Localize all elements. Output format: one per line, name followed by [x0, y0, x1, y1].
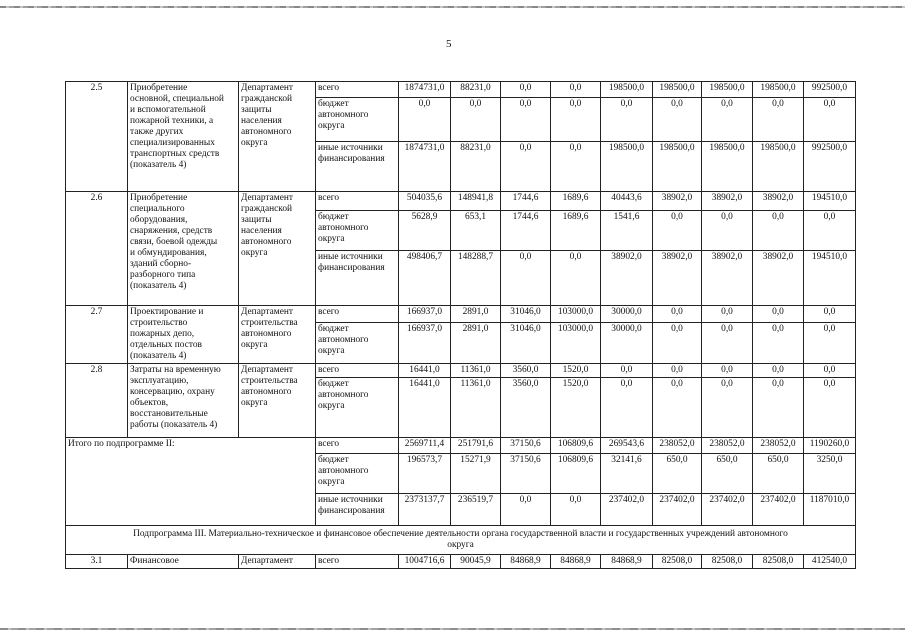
- cell-text-line: специального: [130, 204, 185, 214]
- value-cell: 0,0: [804, 323, 856, 364]
- cell-text-line: основной, специальной: [130, 94, 224, 104]
- value-cell: 40443,6: [601, 192, 653, 211]
- cell-text-line: Департамент: [241, 307, 293, 317]
- value-cell: 0,0: [753, 98, 804, 142]
- subprogram-title-line: округа: [447, 540, 474, 550]
- cell-text-line: финансирования: [318, 154, 385, 164]
- value-cell: 1520,0: [551, 378, 601, 438]
- value-cell: 198500,0: [601, 142, 653, 192]
- cell-text-line: автономного: [318, 390, 369, 400]
- value-cell: 196573,7: [399, 454, 451, 494]
- value-cell: 0,0: [501, 142, 551, 192]
- value-cell: 0,0: [551, 251, 601, 306]
- value-cell: 1689,6: [551, 211, 601, 251]
- value-cell: 0,0: [702, 378, 753, 438]
- value-cell: 0,0: [753, 323, 804, 364]
- cell-text-line: автономного: [241, 237, 292, 247]
- funding-source: [316, 98, 399, 142]
- funding-source: всего: [316, 555, 399, 569]
- cell-text-line: разборного типа: [130, 270, 196, 280]
- cell-text-line: восстановительные: [130, 409, 208, 419]
- value-cell: 0,0: [501, 494, 551, 526]
- value-cell: 38902,0: [702, 251, 753, 306]
- value-cell: 0,0: [653, 211, 702, 251]
- value-cell: 0,0: [551, 98, 601, 142]
- cell-text-line: всего: [318, 307, 340, 317]
- cell-text-line: округа: [318, 234, 345, 244]
- value-cell: 992500,0: [804, 82, 856, 98]
- value-cell: 38902,0: [753, 192, 804, 211]
- value-cell: 38902,0: [653, 251, 702, 306]
- subprogram-title-line: Подпрограмма III. Материально-техническое и финансовое обеспечение деятельности органа государственной власти и государственных учреждений автономного: [133, 529, 788, 539]
- value-cell: 412540,0: [804, 555, 856, 569]
- value-cell: 0,0: [702, 306, 753, 323]
- value-cell: 1874731,0: [399, 142, 451, 192]
- cell-text-line: округа: [241, 340, 268, 350]
- value-cell: 236519,7: [451, 494, 501, 526]
- value-cell: 0,0: [653, 378, 702, 438]
- table-row: [66, 306, 856, 323]
- cell-text-line: оборудования,: [130, 215, 188, 225]
- cell-text-line: автономного: [318, 110, 369, 120]
- cell-text-line: также других: [130, 127, 184, 137]
- value-cell: 38902,0: [753, 251, 804, 306]
- measure-name: [128, 192, 239, 306]
- responsible-executor: [239, 192, 316, 306]
- cell-text-line: финансирования: [318, 263, 385, 273]
- value-cell: 992500,0: [804, 142, 856, 192]
- value-cell: 38902,0: [653, 192, 702, 211]
- value-cell: 237402,0: [753, 494, 804, 526]
- cell-text-line: бюджет: [318, 212, 349, 222]
- value-cell: 0,0: [653, 364, 702, 378]
- funding-source: [316, 142, 399, 192]
- value-cell: 1874731,0: [399, 82, 451, 98]
- value-cell: 31046,0: [501, 306, 551, 323]
- page-number: 5: [446, 38, 452, 50]
- cell-text-line: (показатель 4): [130, 281, 187, 291]
- cell-text-line: округа: [241, 398, 268, 408]
- scan-edge-bottom: [0, 628, 905, 630]
- value-cell: 0,0: [804, 378, 856, 438]
- value-cell: 0,0: [804, 98, 856, 142]
- funding-source: [316, 323, 399, 364]
- value-cell: 1190260,0: [804, 438, 856, 454]
- subprogram-3-title: [66, 526, 856, 555]
- value-cell: 0,0: [601, 364, 653, 378]
- cell-text-line: строительства: [241, 376, 298, 386]
- row-number: 2.7: [66, 306, 128, 364]
- value-cell: 1744,6: [501, 211, 551, 251]
- value-cell: 148941,8: [451, 192, 501, 211]
- value-cell: 1689,6: [551, 192, 601, 211]
- cell-text-line: объектов,: [130, 398, 169, 408]
- funding-source: [316, 494, 399, 526]
- value-cell: 498406,7: [399, 251, 451, 306]
- cell-text-line: пожарной техники, а: [130, 116, 214, 126]
- cell-text-line: округа: [318, 121, 345, 131]
- value-cell: 16441,0: [399, 378, 451, 438]
- responsible-executor: [239, 364, 316, 438]
- table-row: [66, 192, 856, 211]
- value-cell: 38902,0: [601, 251, 653, 306]
- value-cell: 0,0: [653, 306, 702, 323]
- value-cell: 3250,0: [804, 454, 856, 494]
- funding-source: [316, 454, 399, 494]
- value-cell: 37150,6: [501, 438, 551, 454]
- value-cell: 653,1: [451, 211, 501, 251]
- value-cell: 198500,0: [653, 142, 702, 192]
- cell-text-line: специализированных: [130, 138, 215, 148]
- cell-text-line: округа: [241, 248, 268, 258]
- value-cell: 5628,9: [399, 211, 451, 251]
- cell-text-line: бюджет: [318, 379, 349, 389]
- cell-text-line: гражданской: [241, 204, 293, 214]
- cell-text-line: всего: [318, 83, 340, 93]
- cell-text-line: иные источники: [318, 495, 383, 505]
- value-cell: 148288,7: [451, 251, 501, 306]
- financing-table: [65, 81, 856, 569]
- value-cell: 1541,6: [601, 211, 653, 251]
- value-cell: 166937,0: [399, 306, 451, 323]
- cell-text-line: (показатель 4): [130, 160, 187, 170]
- value-cell: 103000,0: [551, 306, 601, 323]
- funding-source: [316, 251, 399, 306]
- value-cell: 269543,6: [601, 438, 653, 454]
- value-cell: 198500,0: [753, 82, 804, 98]
- value-cell: 0,0: [551, 142, 601, 192]
- cell-text-line: иные источники: [318, 252, 383, 262]
- funding-source: [316, 306, 399, 323]
- value-cell: 2373137,7: [399, 494, 451, 526]
- value-cell: 84868,9: [551, 555, 601, 569]
- cell-text-line: Проектирование и: [130, 307, 204, 317]
- value-cell: 1187010,0: [804, 494, 856, 526]
- value-cell: 166937,0: [399, 323, 451, 364]
- cell-text-line: и вспомогательной: [130, 105, 206, 115]
- cell-text-line: и обмундирования,: [130, 248, 207, 258]
- table-row: [66, 555, 856, 569]
- funding-source: [316, 82, 399, 98]
- subprogram-heading-row: [66, 526, 856, 555]
- value-cell: 82508,0: [653, 555, 702, 569]
- row-number: 3.1: [66, 555, 128, 569]
- value-cell: 0,0: [501, 98, 551, 142]
- value-cell: 650,0: [753, 454, 804, 494]
- total-row: [66, 438, 856, 454]
- responsible-executor: Департамент: [239, 555, 316, 569]
- value-cell: 0,0: [653, 98, 702, 142]
- cell-text-line: бюджет: [318, 455, 349, 465]
- value-cell: 0,0: [753, 306, 804, 323]
- cell-text-line: гражданской: [241, 94, 293, 104]
- value-cell: 198500,0: [753, 142, 804, 192]
- cell-text-line: зданий сборно-: [130, 259, 192, 269]
- value-cell: 0,0: [399, 98, 451, 142]
- cell-text-line: округа: [318, 477, 345, 487]
- cell-text-line: финансирования: [318, 506, 385, 516]
- value-cell: 30000,0: [601, 306, 653, 323]
- value-cell: 82508,0: [702, 555, 753, 569]
- cell-text-line: населения: [241, 226, 282, 236]
- value-cell: 1004716,6: [399, 555, 451, 569]
- value-cell: 0,0: [702, 211, 753, 251]
- subprogram-total-label: Итого по подпрограмме II:: [66, 438, 316, 526]
- value-cell: 238052,0: [702, 438, 753, 454]
- value-cell: 2569711,4: [399, 438, 451, 454]
- cell-text-line: связи, боевой одежды: [130, 237, 218, 247]
- value-cell: 103000,0: [551, 323, 601, 364]
- measure-name: [128, 364, 239, 438]
- value-cell: 90045,9: [451, 555, 501, 569]
- value-cell: 1520,0: [551, 364, 601, 378]
- funding-source: [316, 378, 399, 438]
- value-cell: 106809,6: [551, 438, 601, 454]
- value-cell: 0,0: [702, 323, 753, 364]
- cell-text-line: транспортных средств: [130, 149, 220, 159]
- cell-text-line: Приобретение: [130, 83, 188, 93]
- value-cell: 15271,9: [451, 454, 501, 494]
- measure-name: [128, 306, 239, 364]
- cell-text-line: строительство: [130, 318, 188, 328]
- value-cell: 0,0: [804, 211, 856, 251]
- value-cell: 0,0: [753, 378, 804, 438]
- cell-text-line: (показатель 4): [130, 351, 187, 361]
- value-cell: 2891,0: [451, 323, 501, 364]
- cell-text-line: консервацию, охрану: [130, 387, 215, 397]
- value-cell: 88231,0: [451, 142, 501, 192]
- value-cell: 11361,0: [451, 378, 501, 438]
- cell-text-line: пожарных депо,: [130, 329, 195, 339]
- value-cell: 194510,0: [804, 192, 856, 211]
- value-cell: 3560,0: [501, 378, 551, 438]
- value-cell: 84868,9: [601, 555, 653, 569]
- row-number: 2.5: [66, 82, 128, 192]
- value-cell: 31046,0: [501, 323, 551, 364]
- value-cell: 0,0: [551, 494, 601, 526]
- value-cell: 198500,0: [702, 82, 753, 98]
- cell-text-line: снаряжения, средств: [130, 226, 213, 236]
- value-cell: 650,0: [653, 454, 702, 494]
- funding-source: [316, 438, 399, 454]
- value-cell: 38902,0: [702, 192, 753, 211]
- row-number: 2.8: [66, 364, 128, 438]
- cell-text-line: округа: [318, 401, 345, 411]
- cell-text-line: автономного: [241, 127, 292, 137]
- value-cell: 198500,0: [702, 142, 753, 192]
- table-row: [66, 364, 856, 378]
- cell-text-line: автономного: [318, 223, 369, 233]
- cell-text-line: защиты: [241, 105, 272, 115]
- value-cell: 0,0: [702, 364, 753, 378]
- measure-name: [128, 82, 239, 192]
- value-cell: 238052,0: [653, 438, 702, 454]
- value-cell: 0,0: [501, 251, 551, 306]
- cell-text-line: округа: [241, 138, 268, 148]
- table-row: [66, 82, 856, 98]
- value-cell: 82508,0: [753, 555, 804, 569]
- value-cell: 0,0: [501, 82, 551, 98]
- value-cell: 2891,0: [451, 306, 501, 323]
- cell-text-line: округа: [318, 346, 345, 357]
- value-cell: 0,0: [601, 378, 653, 438]
- value-cell: 198500,0: [601, 82, 653, 98]
- value-cell: 0,0: [601, 98, 653, 142]
- value-cell: 237402,0: [653, 494, 702, 526]
- value-cell: 0,0: [804, 306, 856, 323]
- responsible-executor: [239, 82, 316, 192]
- value-cell: 0,0: [451, 98, 501, 142]
- cell-text-line: всего: [318, 439, 340, 449]
- cell-text-line: всего: [318, 365, 340, 375]
- value-cell: 37150,6: [501, 454, 551, 494]
- value-cell: 0,0: [753, 364, 804, 378]
- cell-text-line: автономного: [241, 329, 292, 339]
- cell-text-line: автономного: [318, 335, 369, 346]
- value-cell: 16441,0: [399, 364, 451, 378]
- value-cell: 251791,6: [451, 438, 501, 454]
- funding-source: [316, 211, 399, 251]
- cell-text-line: эксплуатацию,: [130, 376, 189, 386]
- value-cell: 11361,0: [451, 364, 501, 378]
- value-cell: 194510,0: [804, 251, 856, 306]
- value-cell: 237402,0: [702, 494, 753, 526]
- cell-text-line: всего: [318, 193, 340, 203]
- value-cell: 30000,0: [601, 323, 653, 364]
- value-cell: 237402,0: [601, 494, 653, 526]
- cell-text-line: иные источники: [318, 143, 383, 153]
- cell-text-line: защиты: [241, 215, 272, 225]
- value-cell: 238052,0: [753, 438, 804, 454]
- cell-text-line: работы (показатель 4): [130, 420, 218, 430]
- value-cell: 1744,6: [501, 192, 551, 211]
- cell-text-line: Департамент: [241, 193, 293, 203]
- value-cell: 504035,6: [399, 192, 451, 211]
- cell-text-line: отдельных постов: [130, 340, 202, 350]
- cell-text-line: строительства: [241, 318, 298, 328]
- cell-text-line: автономного: [241, 387, 292, 397]
- value-cell: 0,0: [753, 211, 804, 251]
- scan-edge-top: [0, 6, 905, 8]
- cell-text-line: населения: [241, 116, 282, 126]
- value-cell: 32141,6: [601, 454, 653, 494]
- value-cell: 84868,9: [501, 555, 551, 569]
- cell-text-line: Приобретение: [130, 193, 188, 203]
- measure-name: Финансовое: [128, 555, 239, 569]
- cell-text-line: Департамент: [241, 83, 293, 93]
- value-cell: 198500,0: [653, 82, 702, 98]
- value-cell: 650,0: [702, 454, 753, 494]
- cell-text-line: автономного: [318, 466, 369, 476]
- funding-source: [316, 192, 399, 211]
- value-cell: 0,0: [702, 98, 753, 142]
- value-cell: 0,0: [653, 323, 702, 364]
- value-cell: 106809,6: [551, 454, 601, 494]
- value-cell: 3560,0: [501, 364, 551, 378]
- row-number: 2.6: [66, 192, 128, 306]
- value-cell: 0,0: [804, 364, 856, 378]
- responsible-executor: [239, 306, 316, 364]
- cell-text-line: бюджет: [318, 324, 349, 335]
- cell-text-line: Затраты на временную: [130, 365, 221, 375]
- funding-source: [316, 364, 399, 378]
- value-cell: 0,0: [551, 82, 601, 98]
- cell-text-line: бюджет: [318, 99, 349, 109]
- value-cell: 88231,0: [451, 82, 501, 98]
- cell-text-line: Департамент: [241, 365, 293, 375]
